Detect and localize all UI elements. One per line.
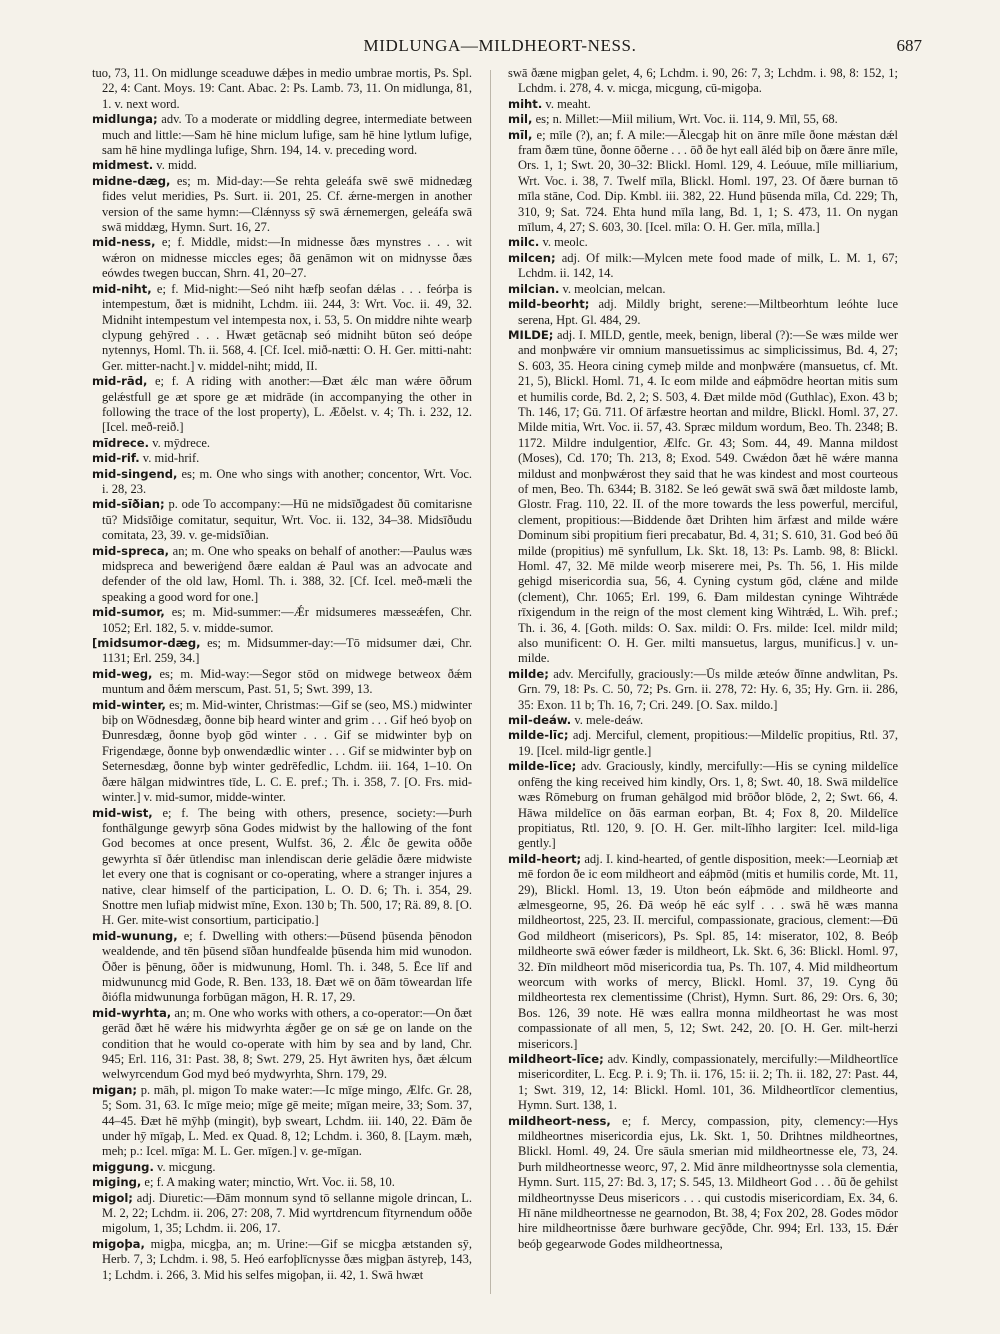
headword: milcen; [508, 250, 556, 265]
dictionary-entry [508, 251, 898, 282]
entry-text: migþa, micgþa, an; m. Urine:—Gif se micgþa ætstanden sȳ, Herb. 7, 3; Lchdm. i. 98, 5. Heó earfoþlīcnysse ðæs migþan āstyreþ, 143, 1; Lchdm. i. 266, 3. Mid his selfes migoþan, ii. 42, 1. Swā hwæt [102, 1236, 472, 1282]
dictionary-entry [92, 158, 472, 173]
headword: miht. [508, 96, 543, 111]
dictionary-entry [508, 112, 898, 127]
headword: mid-sumor, [92, 605, 165, 620]
headword: mid-spreca, [92, 543, 170, 558]
headword: milcian. [508, 281, 560, 296]
headword: MILDE; [508, 327, 554, 342]
dictionary-entry [92, 451, 472, 466]
headword: mild-heort; [508, 851, 582, 866]
dictionary-entry [508, 297, 898, 328]
dictionary-entry [508, 128, 898, 236]
headword: mīdrece. [92, 435, 150, 450]
headword: midmest. [92, 158, 154, 173]
headword: miggung. [92, 1159, 154, 1174]
dictionary-entry [92, 235, 472, 281]
headword: migol; [92, 1190, 133, 1205]
entry-text: adj. I. kind-hearted, of gentle disposition, meek:—Leorniaþ æt mē fordon ðe ic eom mildheort and eáþmōd (mitis et humilis corde, Mt. 11, 29), Blickl. Homl. 13, 19. Uton beón eáþmōde and mildheorte and ælmesgeorne, 95, 26. Ðā weóp hē eác sylf . . . swā hē wæs manna mildheortost, 225, 23. II. merciful, compassionate, gracious, clement:—Ðū God mildheort (misericors), Ps. Spl. 85, 14: miserator, 102, 8. Beóþ mildheorte swā eówer fæder is mildheort, Lk. Skt. 6, 36: Blickl. Homl. 97, 32. Ðīn mildheort mōd misericordia tua, Ps. Th. 107, 4. Mid mildheortum weorcum with works of mercy, Blickl. Homl. 37, 19. Cyng ðū mildheortesta rex clementissime (Christ), Hymn. Surt. 86, 29: Ors. 6, 30; Bos. 126, 39 note. Hē wæs eallra monna mildheortast he was most compassionate of all men, 5, 12; Swt. 242, 20. [O. H. Ger. milt-herzi misericors.] [518, 851, 898, 1051]
headword: mid-weg, [92, 666, 153, 681]
dictionary-entry [92, 698, 472, 806]
headword: mid-singend, [92, 466, 178, 481]
running-head [0, 36, 1000, 58]
entry-text: adv. Kindly, compassionately, mercifully:—Mildheortlīce misericorditer, L. Ecg. P. i. 9; Th. ii. 176, 15: ii. 2; Th. ii. 182, 27: Past. 44, 1; Swt. 319, 12, 14: Blickl. Homl. 101, 36. Mildheortlīcor clementius, Hymn. Surt. 138, 1. [518, 1052, 898, 1113]
entry-text: adv. To a moderate or middling degree, intermediate between much and little:—Sam hē hine miclum lufige, sam hē hine lytlum lufige, sam hē hine mydlinga lufige, Shrn. 194, 14. v. preceding word. [102, 112, 472, 158]
right-column [508, 66, 898, 1288]
dictionary-entry [508, 728, 898, 759]
headword: mildheort-līce; [508, 1052, 604, 1066]
headword: milc. [508, 235, 540, 250]
headword: mid-rif. [92, 451, 140, 466]
left-column [92, 66, 472, 1288]
headword: milde-līc; [508, 728, 569, 743]
headword: migoþa, [92, 1236, 145, 1251]
dictionary-entry [92, 667, 472, 698]
entry-text: v. mid-hrif. [142, 451, 200, 466]
entry-text: e; f. A riding with another:—Ðæt ǽlc man wǽre ōðrum gelǽstfull ge æt spore ge æt midrāde (in accompanying the other in following the trace of the lost property), L. Æðelst. v. 4; Th. i. 232, 12. [Icel. með-reið.] [102, 374, 472, 435]
entry-text: an; m. One who works with others, a co-operator:—On ðæt gerād ðæt hē wǽre his midwyrhta ǽgðer ge on sǽ ge on lande on the condition that he would co-operate with him by sea and by land, Chr. 945; Erl. 116, 31: Past. 38, 8; Swt. 279, 25. Hyt āwriten hys, ðæt ǽlcum welwyrcendum God myd beó mydwyrhta, Shrn. 179, 29. [102, 1005, 472, 1082]
entry-text: es; m. Mid-summer:—Ǽr midsumeres mæsseǽfen, Chr. 1052; Erl. 182, 5. v. midde-sumor. [102, 605, 472, 635]
entry-text: es; m. Mid-winter, Christmas:—Gif se (seo, MS.) midwinter biþ on Wōdnesdæg, ðonne biþ heard winter and grim . . . Gif heó byoþ on Ðunresdæg, ðonne byoþ gōd winter . . . Gif se midwinter byþ on Frigendæge, ðonne byþ onwendædlic winter . . . Gif se midwinter byþ on Seternesdæg, ðonne byþ winter gedrēfedlic, Lchdm. iii. 164, 1–10. On ðære hālgan midwintres tīde, L. C. E. pref.; Th. i. 358, 7. [O. Frs. mid-winter.] v. mid-sumor, midde-winter. [102, 697, 472, 805]
entry-text: v. meolc. [542, 235, 588, 250]
entry-text: adv. Mercifully, graciously:—Ūs milde æteów ðīnne andwlitan, Ps. Grn. 79, 18: Ps. C. 50, 72; Ps. Grn. ii. 278, 72: Hy. 6, 35; Hy. Grn. ii. 286, 35: Exon. 11 b; Th. 16, 7; Cri. 249. [O. Sax. mildo.] [518, 666, 898, 712]
dictionary-entry [92, 929, 472, 1006]
dictionary-entry [92, 1191, 472, 1237]
entry-text: p. ode To accompany:—Hū ne midsīðgadest ðū comitarisne tū? Midsīðige comitatur, sequitur, Wrt. Voc. ii. 132, 34–38. Midsīðudu comitata, 23, 39. v. ge-midsīðian. [102, 497, 472, 543]
entry-text: v. meaht. [545, 96, 591, 111]
headword: [midsumor-dæg, [92, 636, 201, 651]
entry-text: an; m. One who speaks on behalf of another:—Paulus wæs midspreca and beweriġend ðære ealdan ǽ Paul was an advocate and defender of the old law, Homl. Th. i. 388, 32. [Cf. Icel. með-mæli the speaking a good word for one.] [102, 543, 472, 604]
entry-text: tuo, 73, 11. On midlunge sceaduwe dǽþes in medio umbrae mortis, Ps. Spl. 22, 4: Cant. Moys. 19: Cant. Abac. 2: Ps. Lamb. 73, 11. On midlunga, 81, 1. v. next word. [92, 66, 472, 111]
page-number: 687 [896, 36, 922, 55]
entry-text: e; f. Dwelling with others:—Þūsend þūsenda þēnodon wealdende, and tēn þūsend sīðan hundfealde þūsenda him mid wunodon. Ōðer is þēnung, ōðer is midwunung, Homl. Th. i. 348, 5. Ēce līf and midwununcg mid Gode, R. Ben. 133, 18. Ðæt wē on ðām tōweardan līfe ðiófla midwununga forbūgan māgon, H. R. 17, 29. [102, 928, 472, 1005]
dictionary-entry [508, 1114, 898, 1253]
column-divider [490, 70, 491, 1294]
entry-text: es; m. Midsummer-day:—Tō midsumer dæi, Chr. 1131; Erl. 259, 34.] [102, 636, 472, 666]
entry-text: e; f. Middle, midst:—In midnesse ðæs mynstres . . . wit wǽron on midnesse miccles eges; ðā genāmon wit on midnysse ðæs eówdes twegen buccan, Shrn. 41, 20–27. [102, 235, 472, 281]
entry-text: adv. Graciously, kindly, mercifully:—His se cyning mildelīce onfēng the king received him kindly, Ors. 1, 8; Swt. 40, 18. Swā mildelīce wæs Rōmeburg on fruman gehālgod mid brōðor blōde, 2, 2; Swt. 66, 4. Hāwa mildelīce on ðās earman eorþan, Bt. 4; Fox 8, 20. Mildelīce propitiatus, Rtl. 120, 9. [O. H. Ger. milt-lîhho largiter: Icel. mild-liga gently.] [518, 759, 898, 851]
dictionary-entry [92, 1175, 472, 1190]
dictionary-entry [508, 66, 898, 97]
entry-text: v. mȳdrece. [152, 435, 211, 450]
entry-text: adj. Merciful, clement, propitious:—Mildelīc propitius, Rtl. 37, 19. [Icel. mild-ligr gentle.] [518, 728, 898, 758]
entry-text: swā ðæne migþan gelet, 4, 6; Lchdm. i. 90, 26: 7, 3; Lchdm. i. 98, 8: 152, 1; Lchdm. i. 278, 4. v. micga, micgung, cū-migoþa. [508, 66, 898, 96]
dictionary-entry [508, 667, 898, 713]
entry-text: v. midd. [156, 158, 197, 173]
headword: mid-niht, [92, 281, 152, 296]
page-title: MIDLUNGA—MILDHEORT-NESS. [363, 36, 637, 55]
dictionary-entry [92, 374, 472, 436]
entry-text: e; f. Mid-night:—Seó niht hæfþ seofan dǽlas . . . feórþa is intempestum, ðæt is midniht, Lchdm. iii. 244, 3: Wrt. Voc. ii. 49, 32. Midniht intempestum vel intempesta nox, i. 53, 5. On middre nihte wearþ clypung gehȳred . . . Hwæt getācnaþ seó midniht būton seó deópe nytennys, Homl. Th. ii. 568, 4. [Cf. Icel. mið-nætti: O. H. Ger. mitti-naht: Ger. mitter-nacht.] v. middel-niht; midd, II. [102, 281, 472, 373]
entry-text: e; f. The being with others, presence, society:—Þurh fonthālgunge gewyrþ sōna Godes midwist by the hallowing of the font God becomes at once present, Wulfst. 36, 2. Ǽlc ðe gewita oððe gewyrhta sī ðǽr ūtlendisc man inlendiscan derie gelādie ðære midwiste let every one that is cognisant or co-operating, where a stranger injures a native, clear himself of the participation, L. O. D. 6; Th. i. 354, 29. Snottre men lufiaþ midwist mīne, Exon. 130 b; Th. 500, 17; Rä. 89, 8. [O. H. Ger. mite-wist consortium, participatio.] [102, 805, 472, 928]
entry-text: p. māh, pl. migon To make water:—Ic mīge mingo, Ælfc. Gr. 28, 5; Som. 31, 63. Ic mīge meio; mīge gē meite; mīgan meire, 33; Som. 37, 44–45. Ðæt hē mȳhþ (mingit), byþ sweart, Lchdm. iii. 140, 22. Ðām ðe under hȳ mīgaþ, L. Med. ex Quad. 8, 12; Lchdm. i. 360, 8. [Laym. mæh, meh; p.: Icel. mīga: M. L. Ger. mīgen.] v. ge-mīgan. [102, 1082, 472, 1159]
entry-text: e; f. A making water; minctio, Wrt. Voc. ii. 58, 10. [144, 1175, 395, 1190]
headword: midne-dæg, [92, 173, 171, 188]
dictionary-entry [92, 174, 472, 236]
dictionary-entry [508, 1052, 898, 1114]
entry-text: adj. Diuretic:—Ðām monnum synd tō sellanne migole drincan, L. M. 2, 22; Lchdm. ii. 206, 27: 208, 7. Mid wyrtdrencum fītyrnendum oððe migolum, 1, 35; Lchdm. ii. 206, 17. [102, 1190, 472, 1236]
dictionary-entry [92, 467, 472, 498]
headword: mid-wunung, [92, 928, 178, 943]
dictionary-entry [92, 497, 472, 543]
dictionary-entry [508, 759, 898, 851]
headword: mid-wyrhta, [92, 1005, 172, 1020]
dictionary-entry [508, 713, 898, 728]
entry-text: es; n. Millet:—Miil milium, Wrt. Voc. ii. 114, 9. Mīl, 55, 68. [535, 112, 838, 127]
headword: mid-ness, [92, 235, 156, 250]
headword: mil-deáw. [508, 713, 572, 728]
entry-text: adj. Mildly bright, serene:—Miltbeorhtum leóhte luce serena, Hpt. Gl. 484, 29. [518, 297, 898, 327]
entry-text: e; mīle (?), an; f. A mile:—Ālecgaþ hit on ānre mīle ðone mǽstan dǽl fram ðæm tūne, ðonne ōðerne . . . ōð ðe hyt eall āléd biþ on ðære ānre mīle, Ors. 1, 1; Swt. 20, 30–32: Blickl. Homl. 129, 4. Leóuue, mīle milliarium, Wrt. Voc. i. 38, 7. Twelf mīla, Blickl. Homl. 197, 23. Of ðære burnan tō mīla stāne, Cod. Dip. Kmbl. iii. 382, 22. Hund þūsenda mīla, Cd. 229; Th, 310, 9; Sat. 724. Ehta hund mīla lang, Bd. 1, 1; S. 473, 11. On nygan mīlum, 4, 27; S. 603, 30. [Icel. mīla: O. H. Ger. mīla, mīlla.] [518, 127, 898, 235]
entry-text: es; m. Mid-day:—Se rehta geleáfa swē swē midnedæg fides velut meridies, Ps. Surt. ii. 201, 25. Cf. ǽrne-mergen in another version of the same hymn:—Clǽnnyss sȳ swā ǽrnemergen, geleáfa swā swā middæg, Hymn. Surt. 16, 27. [102, 173, 472, 235]
dictionary-entry [508, 282, 898, 297]
dictionary-entry [508, 235, 898, 250]
dictionary-entry [92, 112, 472, 158]
entry-text: v. mele-deáw. [574, 713, 644, 728]
dictionary-entry [92, 282, 472, 374]
dictionary-entry [92, 806, 472, 929]
headword: migan; [92, 1082, 138, 1097]
dictionary-entry [508, 852, 898, 1052]
entry-text: es; m. One who sings with another; concentor, Wrt. Voc. i. 28, 23. [102, 466, 472, 496]
headword: mil, [508, 112, 533, 127]
dictionary-entry [92, 436, 472, 451]
entry-text: es; m. Mid-way:—Segor stōd on midwege betweox ðǽm muntum and ðǽm merscum, Past. 51, 5; Swt. 399, 13. [102, 666, 472, 697]
entry-text: e; f. Mercy, compassion, pity, clemency:—Hys mildheortnes misericordia ejus, Lk. Skt. 1, 50. Drihtnes mildheortnes, Blickl. Homl. 49, 24. Ūre sāula smerian mid mildheortnesse ele, 73, 24. Þurh mildheortnesse weorc, 97, 2. Mid ānre mildheortnysse sola clementia, Hymn. Surt. 115, 27: Bd. 3, 17; S. 545, 13. Mildheort God . . . ðū ðe gehilst mildheortnysse Deus misericors . . . qui custodis misericordiam, Ex. 34, 6. Hī nāne mildheortnesse ne gearnodon, Bt. 38, 4; Fox 202, 28. Godes mōdor hire mildheortnisse ðære burhware gecȳðde, Chr. 994; Erl. 133, 15. Ðǽr beóþ gegearwode Godes mildheortnessa, [518, 1113, 898, 1251]
dictionary-entry [92, 1083, 472, 1160]
headword: mid-sīðian; [92, 497, 165, 512]
headword: midlunga; [92, 112, 158, 127]
entry-text: adj. Of milk:—Mylcen mete food made of milk, L. M. 1, 67; Lchdm. ii. 142, 14. [518, 250, 898, 281]
dictionary-entry [92, 544, 472, 606]
headword: miging, [92, 1175, 142, 1190]
dictionary-entry [92, 66, 472, 112]
dictionary-entry [92, 605, 472, 636]
headword: mid-winter, [92, 697, 166, 712]
headword: mīl, [508, 127, 533, 142]
headword: mid-wist, [92, 805, 153, 820]
headword: mid-rād, [92, 374, 148, 389]
dictionary-entry [508, 97, 898, 112]
headword: mildheort-ness, [508, 1113, 611, 1128]
headword: milde-līce; [508, 759, 577, 774]
entry-text: v. micgung. [157, 1159, 216, 1174]
entry-text: adj. I. MILD, gentle, meek, benign, liberal (?):—Se wæs milde wer and monþwǽre vir omnium mansuetissimus ac simplicissimus, Bd. 4, 27; S. 603, 35. Heora cining cymeþ milde and monþwǽre (mansuetus, cf. Mt. 21, 5), Blickl. Homl. 71, 4. Ic eom milde and eáþmōdre heortan mitis sum et humilis corde, Bd. 2, 2; S. 503, 4. Ðæt milde mōd (Guthlac), Exon. 43 b; Th. 146, 17; Gū. 711. Of ārfæstre heortan and mildre, Blickl. Homl. 37, 27. Milde mitia, Wrt. Voc. ii. 57, 43. Spræc mildum wordum, Beo. Th. 2348; B. 1172. Mildre indulgentior, Ælfc. Gr. 43; Som. 44, 49. Manna mildost (Moses), Cd. 170; Th. 213, 8; Exod. 549. Cwǽdon ðæt hē wǽre manna mildust and monþwǽrost they said that he was kindest and most courteous of men, Beo. Th. 6344; B. 3182. Se leó gewāt swā swā ðæt mildoste lamb, Glostr. Frag. 110, 22. II. of the more towards the less powerful, merciful, clement, propitious:—Biddende ðæt Drihten him ārfæst and milde wǽre Dominum sibi propitium fieri precabatur, Bd. 4, 31; S. 610, 31. God beó ðū milde (propitius) mē synfullum, Lk. Skt. 18, 13: Ps. Lamb. 98, 8: Blickl. Homl. 47, 32. Mē milde weorþ miserere mei, Ps. Th. 56, 1. His milde gehigd misericordia sua, 56, 4. Cyning cystum gōd, clǽne and milde (clement), Chr. 1065; Erl. 199, 6. Ðam mildestan cyninge Wihtrǽde rīxigendum in the reign of the most clement king Wihtrǽd, L. Wih. pref.; Th. i. 36, 4. [Goth. milds: O. Sax. mildi: O. Frs. milde: Icel. mildr mild; also munificent: O. H. Ger. milti mansuetus, largus, munificus.] v. un-milde. [518, 327, 898, 666]
dictionary-entry [508, 328, 898, 667]
dictionary-entry [92, 636, 472, 667]
headword: milde; [508, 666, 549, 681]
dictionary-entry [92, 1237, 472, 1283]
dictionary-entry [92, 1006, 472, 1083]
entry-text: v. meolcian, melcan. [562, 281, 666, 296]
headword: mild-beorht; [508, 297, 590, 312]
dictionary-entry [92, 1160, 472, 1175]
